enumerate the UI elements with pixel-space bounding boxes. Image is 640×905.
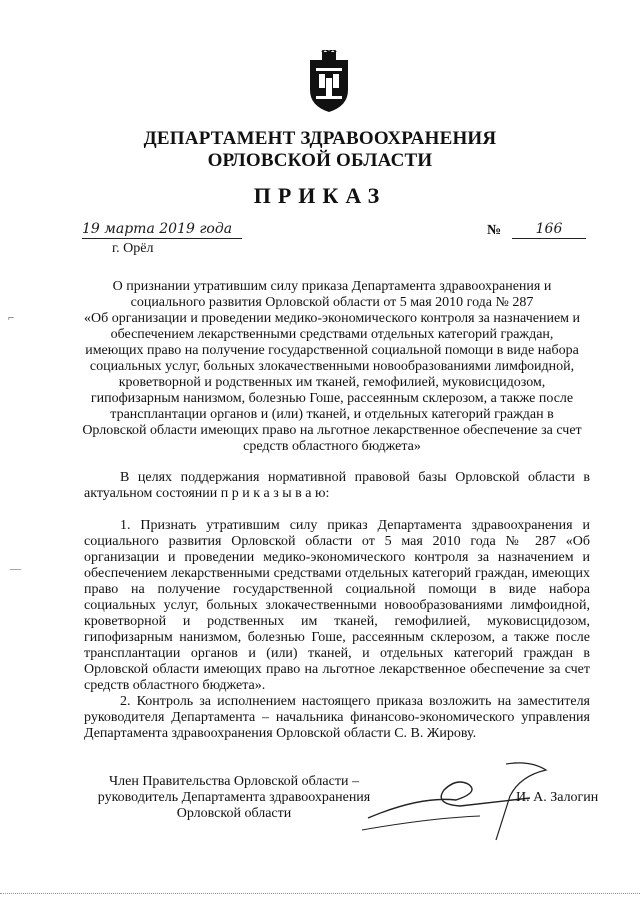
subject-line: О признании утратившим силу приказа Департамента здравоохранения и	[112, 279, 552, 294]
subject-line: трансплантации органов и (или) тканей, и отдельных категорий граждан в	[110, 407, 554, 422]
subject-line: средств областного бюджета»	[243, 439, 421, 454]
document-type-title: ПРИКАЗ	[253, 183, 387, 208]
subject-line: кроветворной и родственных им тканей, гемофилией, муковисцидозом,	[118, 375, 546, 390]
position-line-3: Орловской области	[176, 806, 292, 821]
subject-line: гипофизарным нанизмом, болезнью Гоше, рассеянным склерозом, а также после	[90, 391, 574, 406]
position-line-1: Член Правительства Орловской области –	[109, 774, 359, 789]
margin-mark: ⌐	[8, 312, 15, 324]
department-line-1: ДЕПАРТАМЕНТ ЗДРАВООХРАНЕНИЯ	[143, 128, 497, 149]
subject-line: социального развития Орловской области от 5 мая 2010 года № 287	[130, 295, 534, 310]
position-line-2: руководитель Департамента здравоохранения	[97, 790, 371, 805]
city-label: г. Орёл	[112, 241, 154, 256]
subject-line: Орловской области имеющих право на льготное лекарственное обеспечение за счет	[82, 423, 582, 438]
subject-line: обеспечением лекарственными средствами отдельных категорий граждан,	[110, 327, 554, 342]
order-item-1: 1. Признать утратившим силу приказ Департамента здравоохранения и социального развития Орловской области от 5 мая 2010 года № 287 «Об организации и проведении медико-экономического контроля за назначением и обеспечением лекарственными средствами отдельных категорий граждан, имеющих право на получение государственной социальной помощи в виде набора социальных услуг, больных злокачественными новообразованиями лимфоидной, кроветворной и родственных им тканей, гемофилией, муковисцидозом, гипофизарным нанизмом, болезнью Гоше, рассеянным склерозом, а также после трансплантации органов и (или) тканей, и отдельных категорий граждан в Орловской области имеющих право на льготное лекарственное обеспечение за счет средств областного бюджета».	[84, 518, 590, 693]
page-bottom-edge	[0, 893, 640, 894]
handwritten-date: 19 марта 2019 года	[82, 220, 242, 239]
order-item-2: 2. Контроль за исполнением настоящего приказа возложить на заместителя руководителя Департамента – начальника финансово-экономического управления Департамента здравоохранения Орловской области С. В. Жирову.	[84, 694, 590, 741]
preamble-paragraph: В целях поддержания нормативной правовой базы Орловской области в актуальном состоянии п р и к а з ы в а ю:	[84, 470, 590, 501]
subject-line: социальных услуг, больных злокачественными новообразованиями лимфоидной,	[89, 359, 575, 374]
subject-line: «Об организации и проведении медико-экономического контроля за назначением и	[83, 311, 581, 326]
department-heading	[0, 128, 640, 172]
coat-of-arms-emblem	[300, 50, 358, 114]
signatory-name: И. А. Залогин	[516, 790, 599, 805]
signatory-position	[84, 774, 384, 822]
department-line-2: ОРЛОВСКОЙ ОБЛАСТИ	[207, 150, 433, 171]
margin-mark: —	[10, 563, 21, 575]
subject-line: имеющих право на получение государственной социальной помощи в виде набора	[85, 343, 579, 358]
order-subject	[58, 279, 606, 455]
handwritten-number: 166	[512, 220, 586, 239]
number-sign: №	[487, 223, 502, 238]
